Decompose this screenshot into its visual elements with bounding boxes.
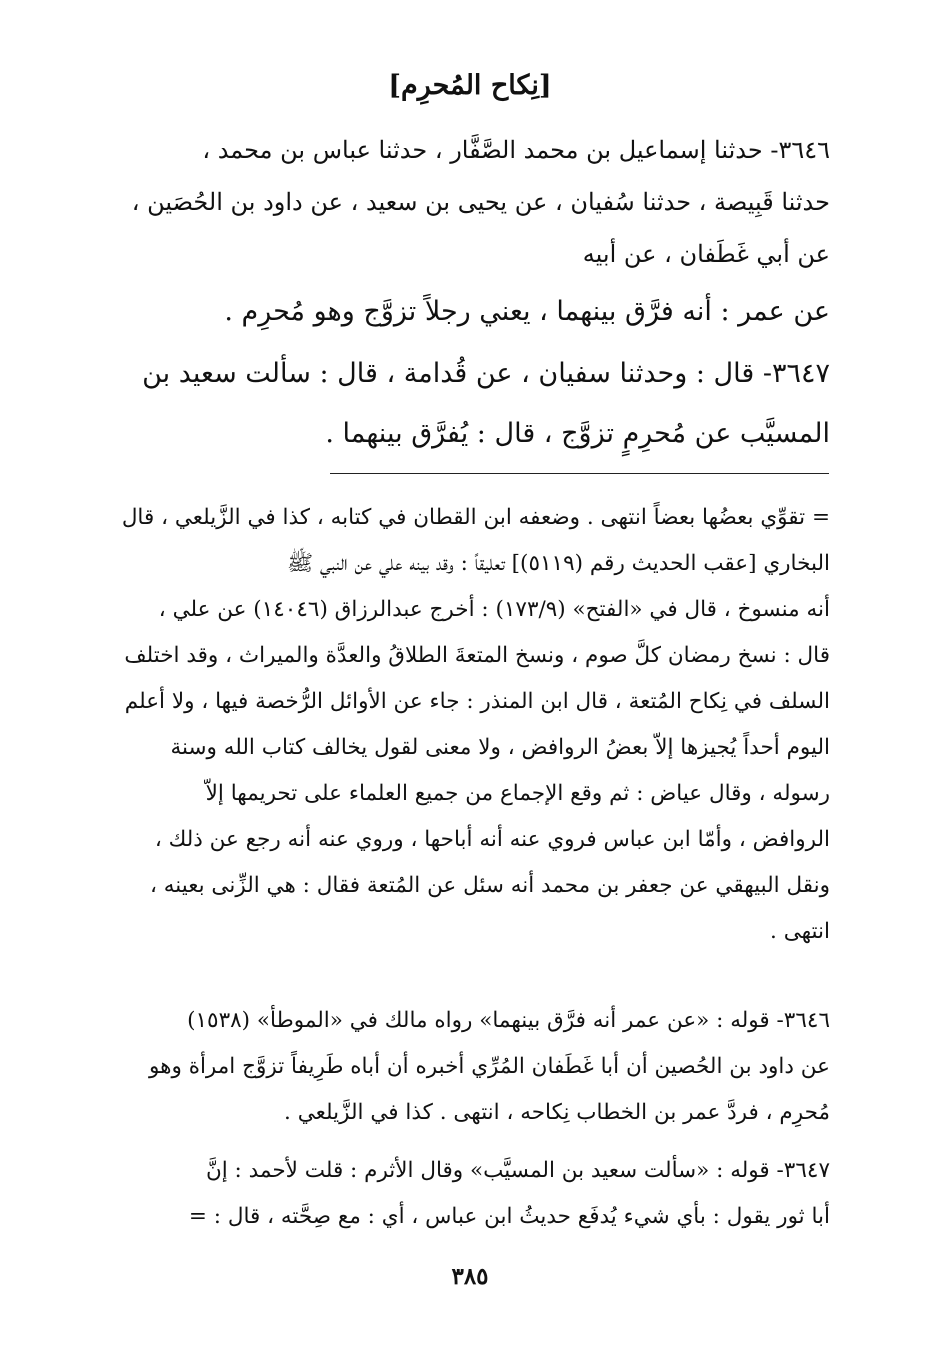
footnote-separator xyxy=(330,473,829,474)
main-line-4: عن عمر : أنه فرَّق بينهما ، يعني رجلاً تزوَّج وهو مُحرِم . xyxy=(224,296,830,327)
footnote-line: أبا ثور يقول : بأي شيء يُدفَع حديثُ ابن عباس ، أي : مع صِحَّته ، قال : = xyxy=(188,1204,830,1229)
footnote-line: ونقل البيهقي عن جعفر بن محمد أنه سئل عن المُتعة فقال : هي الزِّنى بعينه ، xyxy=(149,873,830,898)
footnote-block-1 xyxy=(118,495,830,955)
footnote-block-3 xyxy=(118,1148,830,1240)
footnote-line: السلف في نِكاح المُتعة ، قال ابن المنذر : جاء عن الأوائل الرُّخصة فيها ، ولا أعلم xyxy=(124,689,830,714)
footnote-line: الروافض ، وأمّا ابن عباس فروي عنه أنه أباحها ، وروي عنه أنه رجع عن ذلك ، xyxy=(154,827,830,852)
page-number: ٣٨٥ xyxy=(451,1263,489,1290)
footnote-line: انتهى . xyxy=(770,919,830,944)
main-line-1: ٣٦٤٦- حدثنا إسماعيل بن محمد الصَّفَّار ، حدثنا عباس بن محمد ، xyxy=(202,136,830,164)
main-line-6: المسيَّب عن مُحرِمٍ تزوَّج ، قال : يُفرَّق بينهما . xyxy=(325,418,830,449)
footnote-line: = تقوِّي بعضُها بعضاً انتهى . وضعفه ابن القطان في كتابه ، كذا في الزَّيلعي ، قال xyxy=(121,505,830,530)
page-title: [نِكاح المُحرِم] xyxy=(388,70,552,101)
footnote-block-2 xyxy=(118,998,830,1136)
footnote-line: مُحرِم ، فردَّ عمر بن الخطاب نِكاحه ، انتهى . كذا في الزَّيلعي . xyxy=(284,1100,830,1125)
main-line-3: عن أبي غَطَفان ، عن أبيه xyxy=(582,240,830,268)
footnote-line: ٣٦٤٦- قوله : «عن عمر أنه فرَّق بينهما» رواه مالك في «الموطأ» (١٥٣٨) xyxy=(187,1008,830,1033)
footnote-line: عن داود بن الحُصين أن أبا غَطَفان المُرِّي أخبره أن أباه طَرِيفاً تزوَّج امرأة وهو xyxy=(149,1054,830,1079)
main-line-5: ٣٦٤٧- قال : وحدثنا سفيان ، عن قُدامة ، قال : سألت سعيد بن xyxy=(142,358,830,389)
main-line-2: حدثنا قَبِيصة ، حدثنا سُفيان ، عن يحيى بن سعيد ، عن داود بن الحُصَين ، xyxy=(131,188,830,216)
footnote-line: البخاري [عقب الحديث رقم (٥١١٩)] تعليقاً : وقد بينه علي عن النبي ﷺ xyxy=(287,551,830,576)
footnote-line: ٣٦٤٧- قوله : «سألت سعيد بن المسيَّب» وقال الأثرم : قلت لأحمد : إنَّ xyxy=(205,1158,830,1183)
footnote-line: رسوله ، وقال عياض : ثم وقع الإجماع من جميع العلماء على تحريمها إلاّ xyxy=(205,781,830,806)
main-text xyxy=(118,124,830,464)
footnote-line: اليوم أحداً يُجيزها إلاّ بعضُ الروافض ، ولا معنى لقول يخالف كتاب الله وسنة xyxy=(170,735,830,760)
footnote-line: قال : نسخ رمضان كلَّ صوم ، ونسخ المتعةَ الطلاقُ والعدَّة والميراث ، وقد اختلف xyxy=(124,643,830,668)
footnote-line: أنه منسوخ ، قال في «الفتح» (١٧٣/٩) : أخرج عبدالرزاق (١٤٠٤٦) عن علي ، xyxy=(158,597,830,622)
